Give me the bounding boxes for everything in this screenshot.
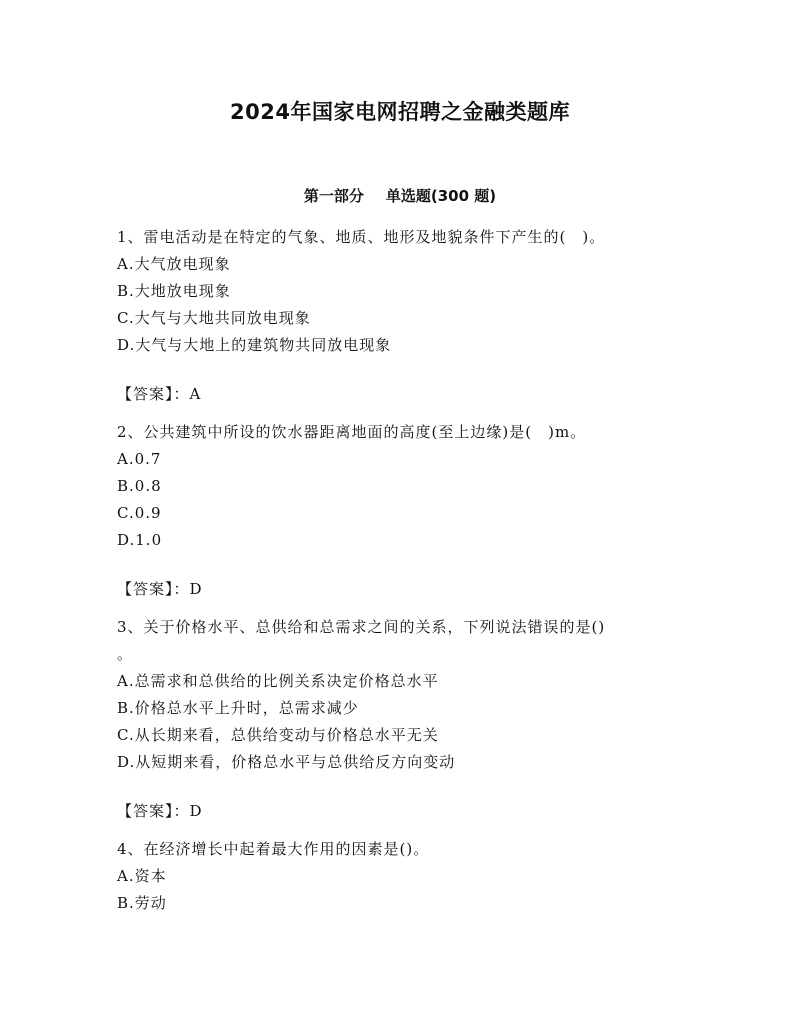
section-part: 第一部分 xyxy=(303,187,364,205)
question-1 xyxy=(117,224,687,408)
option-d: D.1.0 xyxy=(117,531,163,549)
option-c: C.大气与大地共同放电现象 xyxy=(117,309,311,327)
option-a: A.总需求和总供给的比例关系决定价格总水平 xyxy=(117,672,439,690)
answer-value: D xyxy=(189,802,203,820)
option-b: B.价格总水平上升时，总需求减少 xyxy=(117,699,359,717)
option-b: B.大地放电现象 xyxy=(117,282,231,300)
question-3 xyxy=(117,614,687,825)
question-stem: 4、在经济增长中起着最大作用的因素是()。 xyxy=(117,840,430,858)
question-2 xyxy=(117,419,687,603)
section-name: 单选题(300 题) xyxy=(385,187,497,205)
option-d: D.大气与大地上的建筑物共同放电现象 xyxy=(117,336,392,354)
answer-label: 【答案】： xyxy=(117,580,190,598)
answer-value: A xyxy=(189,385,202,403)
answer-line xyxy=(117,381,687,408)
answer-label: 【答案】： xyxy=(117,385,190,403)
question-stem: 1、雷电活动是在特定的气象、地质、地形及地貌条件下产生的( )。 xyxy=(117,228,606,246)
option-c: C.从长期来看，总供给变动与价格总水平无关 xyxy=(117,726,439,744)
option-a: A.资本 xyxy=(117,867,167,885)
question-stem: 2、公共建筑中所设的饮水器距离地面的高度(至上边缘)是( )m。 xyxy=(117,423,587,441)
question-stem: 3、关于价格水平、总供给和总需求之间的关系，下列说法错误的是() xyxy=(117,618,606,636)
answer-value: D xyxy=(189,580,203,598)
answer-label: 【答案】： xyxy=(117,802,190,820)
option-d: D.从短期来看，价格总水平与总供给反方向变动 xyxy=(117,753,456,771)
option-a: A.大气放电现象 xyxy=(117,255,231,273)
question-4 xyxy=(117,836,687,917)
option-b: B.0.8 xyxy=(117,477,162,495)
question-list xyxy=(117,224,687,917)
option-a: A.0.7 xyxy=(117,450,162,468)
answer-line xyxy=(117,576,687,603)
option-b: B.劳动 xyxy=(117,894,167,912)
question-stem-continuation: 。 xyxy=(117,645,134,663)
section-heading xyxy=(0,185,800,206)
option-c: C.0.9 xyxy=(117,504,162,522)
document-title: 2024年国家电网招聘之金融类题库 xyxy=(230,100,570,124)
answer-line xyxy=(117,798,687,825)
